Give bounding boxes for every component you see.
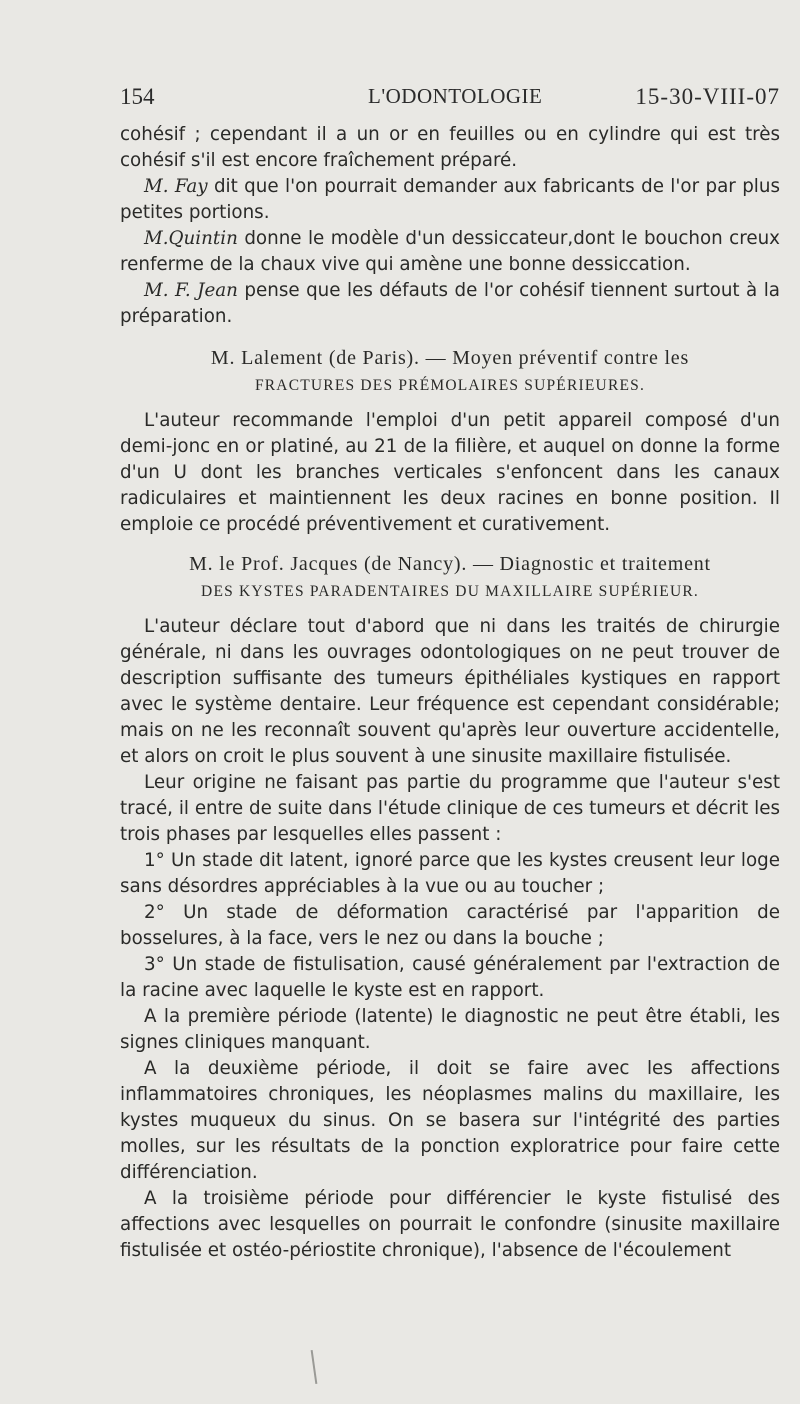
paragraph: A la deuxième période, il doit se faire avec les affections inflammatoires chroniques, les néoplasmes malins du maxillaire, les kystes muqueux du sinus. On se basera sur l'intégrité des parties molles, sur les résultats de la ponction exploratrice pour faire cette différenciation.	[120, 1058, 780, 1183]
paragraph: 1° Un stade dit latent, ignoré parce que les kystes creusent leur loge sans désordres appréciables à la vue ou au toucher ;	[120, 850, 780, 897]
body-text	[120, 122, 780, 1264]
paragraph-jean	[120, 278, 780, 330]
paragraph: A la première période (latente) le diagnostic ne peut être établi, les signes cliniques manquant.	[120, 1006, 780, 1053]
journal-title: L'ODONTOLOGIE	[368, 84, 543, 108]
speaker-text: dit que l'on pourrait demander aux fabricants de l'or par plus petites portions.	[120, 176, 780, 223]
section-heading-lalement	[120, 344, 780, 400]
running-header	[120, 84, 780, 114]
speaker-name: M. Fay	[144, 176, 208, 197]
speaker-text: pense que les défauts de l'or cohésif tiennent surtout à la préparation.	[120, 280, 780, 327]
paragraph: Leur origine ne faisant pas partie du programme que l'auteur s'est tracé, il entre de suite dans l'étude clinique de ces tumeurs et décrit les trois phases par lesquelles elles passent :	[120, 772, 780, 845]
paragraph: cohésif ; cependant il a un or en feuilles ou en cylindre qui est très cohésif s'il est encore fraîchement préparé.	[120, 124, 780, 171]
speaker-name: M. F. Jean	[144, 280, 238, 301]
heading-line-1: M. Lalement (de Paris). — Moyen préventif contre les	[210, 347, 690, 369]
speaker-name: M.Quintin	[144, 228, 238, 249]
paragraph-quintin	[120, 226, 780, 278]
heading-line-2: DES KYSTES PARADENTAIRES DU MAXILLAIRE SUPÉRIEUR.	[201, 583, 699, 600]
speaker-text: donne le modèle d'un dessiccateur,dont le bouchon creux renferme de la chaux vive qui amène une bonne dessiccation.	[120, 228, 780, 275]
paragraph: 3° Un stade de fistulisation, causé généralement par l'extraction de la racine avec laquelle le kyste est en rapport.	[120, 954, 780, 1001]
paragraph: L'auteur déclare tout d'abord que ni dans les traités de chirurgie générale, ni dans les ouvrages odontologiques on ne peut trouver de description suffisante des tumeurs épithéliales kystiques en rapport avec le système dentaire. Leur fréquence est cependant considérable; mais on ne les reconnaît souvent qu'après leur ouverture accidentelle, et alors on croit le plus souvent à une sinusite maxillaire fistulisée.	[120, 616, 780, 767]
page-number: 154	[120, 84, 155, 109]
paragraph: L'auteur recommande l'emploi d'un petit appareil composé d'un demi-jonc en or platiné, au 21 de la filière, et auquel on donne la forme d'un U dont les branches verticales s'enfoncent dans les canaux radiculaires et maintiennent les deux racines en bonne position. Il emploie ce procédé préventivement et curativement.	[120, 410, 780, 535]
paragraph-fay	[120, 174, 780, 226]
section-heading-jacques	[120, 550, 780, 606]
heading-line-2: FRACTURES DES PRÉMOLAIRES SUPÉRIEURES.	[254, 377, 646, 394]
paragraph: A la troisième période pour différencier le kyste fistulisé des affections avec lesquelles on pourrait le confondre (sinusite maxillaire fistulisée et ostéo-périostite chronique), l'absence de l'écoulement	[120, 1188, 780, 1261]
ink-mark	[311, 1350, 318, 1384]
heading-line-1: M. le Prof. Jacques (de Nancy). — Diagnostic et traitement	[189, 553, 711, 575]
paragraph: 2° Un stade de déformation caractérisé par l'apparition de bosselures, à la face, vers le nez ou dans la bouche ;	[120, 902, 780, 949]
issue-date: 15-30-VIII-07	[635, 84, 780, 109]
